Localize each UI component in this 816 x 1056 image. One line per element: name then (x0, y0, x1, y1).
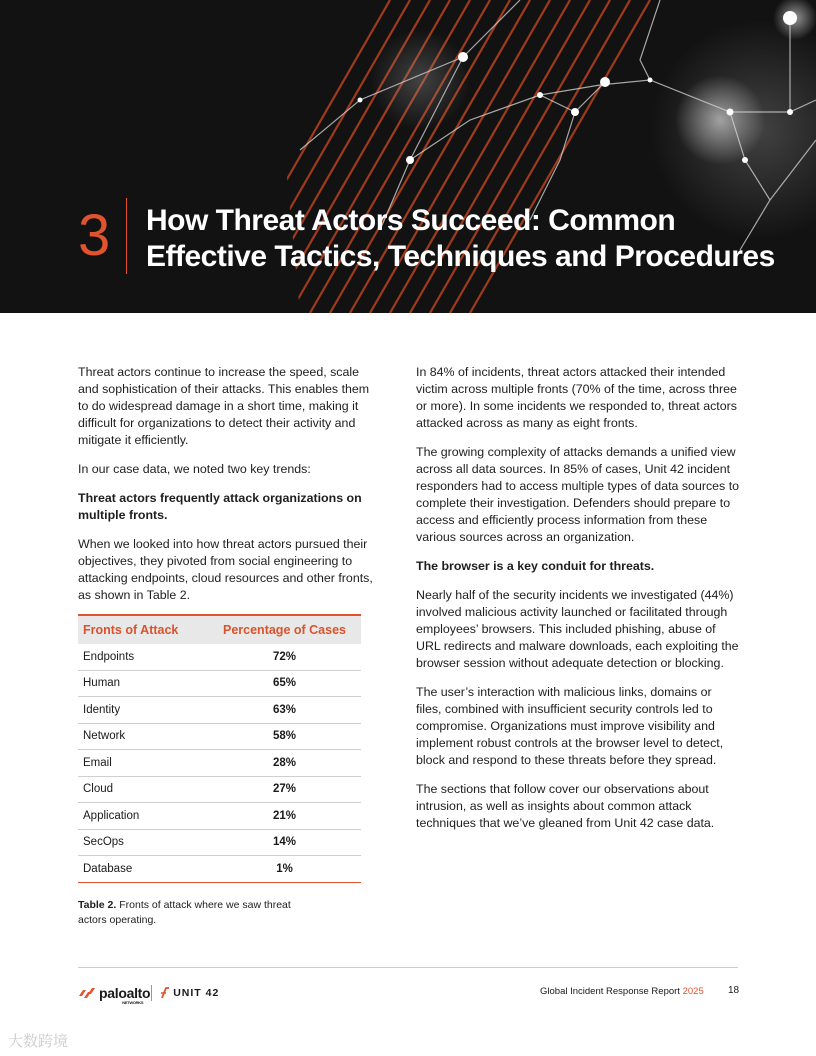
table-row (78, 697, 361, 724)
table-cell-percentage: 27% (272, 783, 297, 796)
unit42-logo-text: UNIT 42 (173, 987, 220, 999)
table-row (78, 644, 361, 671)
paloalto-logo-icon (78, 986, 96, 1000)
right-subheading: The browser is a key conduit for threats. (416, 559, 655, 573)
table-cell-percentage: 1% (276, 862, 293, 875)
page-title-line-2: Effective Tactics, Techniques and Procedures (146, 240, 775, 273)
right-column (416, 364, 740, 844)
left-paragraph-3: When we looked into how threat actors pursued their objectives, they pivoted from social engineering to attacking endpoints, cloud resources and other fronts, as shown in Table 2. (78, 537, 373, 602)
table-cell-percentage: 14% (272, 836, 297, 849)
table-row (78, 750, 361, 777)
footer-divider (78, 967, 738, 968)
table-cell-front: Application (83, 809, 140, 822)
table-row (78, 856, 361, 883)
paloalto-logo-sub: NETWORKS (122, 1000, 144, 1005)
chapter-hero (0, 0, 816, 313)
right-paragraph-2: The growing complexity of attacks demands a unified view across all data sources. In 85% of cases, Unit 42 incident responders had to access multiple types of data sources to complete their investigation. Defenders should prepare to access and efficiently process information from these various sources across an organization. (416, 445, 740, 544)
paloalto-logo-text (99, 985, 151, 1005)
table-cell-percentage: 72% (272, 650, 297, 663)
left-paragraph-1: Threat actors continue to increase the speed, scale and sophistication of their attacks. This enables them to do widespread damage in a short time, making it difficult for organizations to detect their activity and mitigate it efficiently. (78, 365, 370, 447)
table-header (78, 614, 361, 644)
table-row (78, 803, 361, 830)
left-paragraph-2: In our case data, we noted two key trends: (78, 462, 311, 476)
table-cell-front: Endpoints (83, 650, 135, 663)
watermark: 大数跨境 (8, 1033, 69, 1050)
footer-logos (78, 983, 219, 1003)
table-cell-front: SecOps (83, 836, 124, 849)
table-cell-percentage: 21% (272, 809, 297, 822)
table-cell-percentage: 65% (272, 677, 297, 690)
table-header-fronts: Fronts of Attack (83, 623, 179, 637)
right-paragraph-1: In 84% of incidents, threat actors attacked their intended victim across multiple fronts (70% of the time, across three or more). In some incidents we responded to, threat actors attacked across as many as eight fronts. (416, 365, 737, 430)
table-cell-percentage: 58% (272, 730, 297, 743)
unit42-logo-icon (160, 987, 170, 999)
footer-report-name: Global Incident Response Report (540, 986, 683, 997)
left-column (78, 364, 380, 616)
right-paragraph-5: The sections that follow cover our observations about intrusion, as well as insights about common attack techniques that we’ve gleaned from Unit 42 case data. (416, 782, 715, 830)
page-number: 18 (728, 985, 740, 996)
footer-report-title (540, 986, 704, 997)
table-cell-percentage: 28% (272, 756, 297, 769)
right-paragraph-4: The user’s interaction with malicious links, domains or files, combined with insufficient security controls led to compromise. Organizations must improve visibility and implement robust controls at the browser level to detect, block and respond to these threats before they spread. (416, 685, 724, 767)
right-paragraph-3: Nearly half of the security incidents we investigated (44%) involved malicious activity launched or facilitated through employees’ browsers. This included phishing, abuse of URL redirects and malware downloads, each exploiting the browser session without adequate detection or blocking. (416, 588, 739, 670)
table-cell-front: Cloud (83, 783, 114, 796)
table-header-percentage: Percentage of Cases (223, 623, 346, 637)
left-subheading: Threat actors frequently attack organizations on multiple fronts. (78, 491, 362, 522)
table-cell-front: Email (83, 756, 112, 769)
fronts-of-attack-table (78, 614, 361, 883)
table-caption-text: Fronts of attack where we saw threat actors operating. (78, 899, 291, 926)
table-caption-label: Table 2. (78, 899, 117, 911)
table-cell-front: Database (83, 862, 133, 875)
table-cell-front: Human (83, 677, 121, 690)
table-row (78, 777, 361, 804)
page-title-line-1: How Threat Actors Succeed: Common (146, 204, 676, 237)
table-cell-front: Network (83, 730, 126, 743)
paloalto-wordmark: paloalto (99, 985, 151, 1001)
footer-report-year: 2025 (682, 986, 704, 997)
table-row (78, 724, 361, 751)
table-row (78, 830, 361, 857)
logo-separator (151, 985, 152, 1001)
page-title (146, 203, 786, 275)
chapter-number: 3 (78, 203, 111, 268)
table-cell-percentage: 63% (272, 703, 297, 716)
chapter-divider (126, 198, 127, 274)
table-row (78, 671, 361, 698)
table-caption (78, 898, 318, 928)
table-cell-front: Identity (83, 703, 121, 716)
